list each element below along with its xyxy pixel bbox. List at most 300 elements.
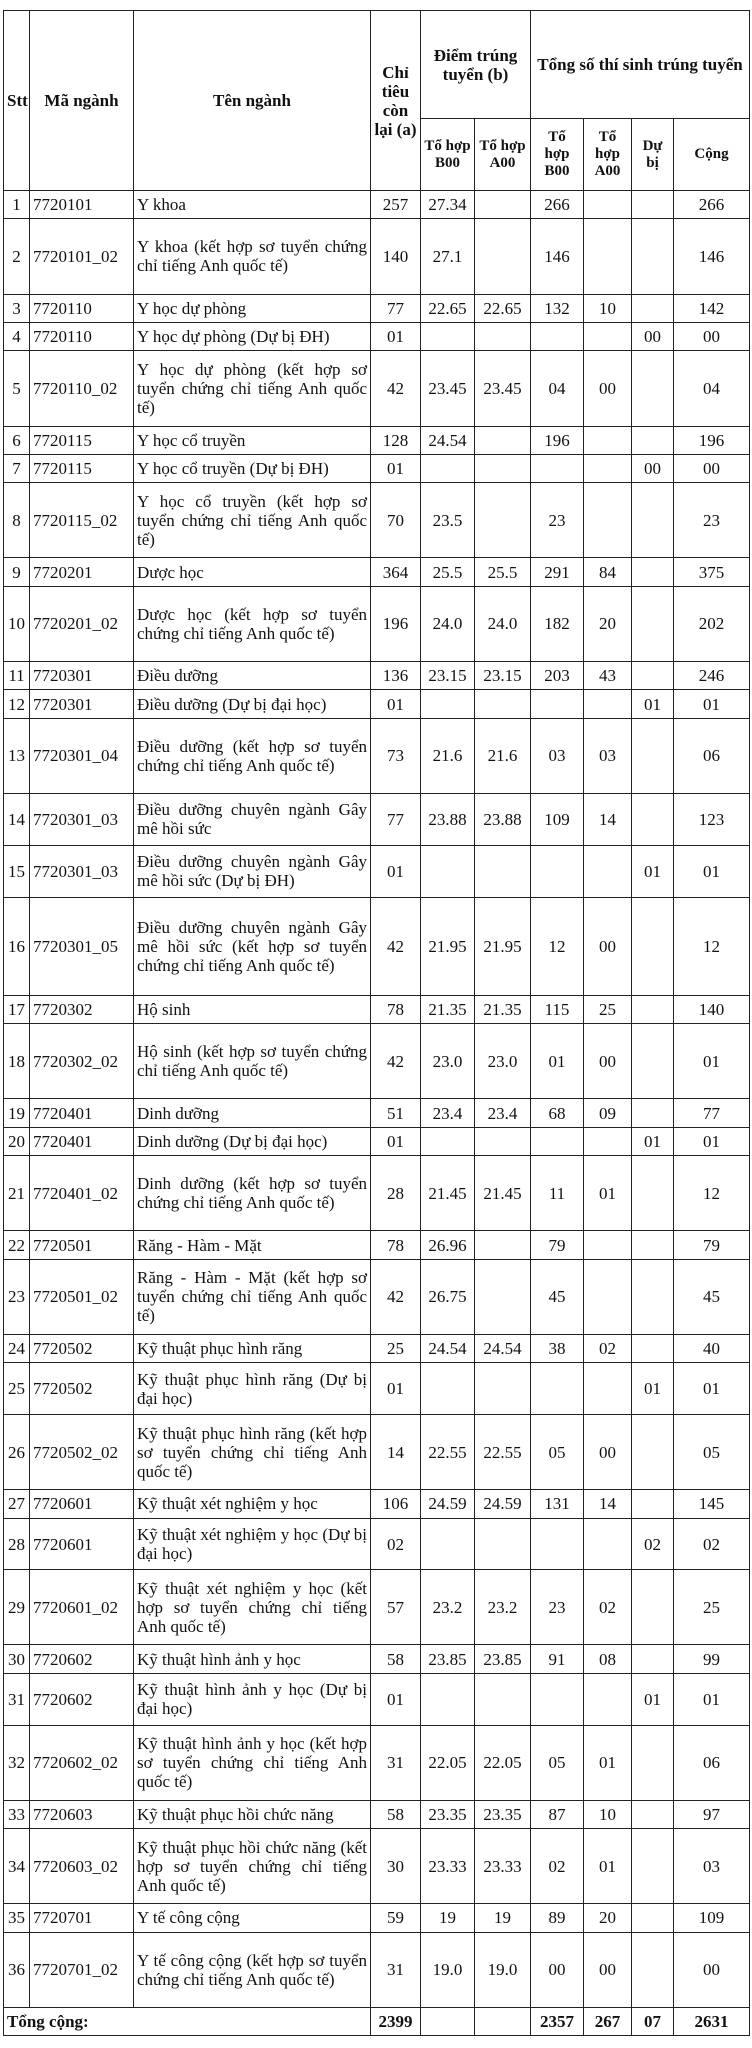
row-count-b00: 91 [531, 1645, 584, 1673]
row-name: Kỹ thuật xét nghiệm y học (Dự bị đại học) [134, 1518, 371, 1570]
row-name: Kỹ thuật phục hình răng (Dự bị đại học) [134, 1363, 371, 1415]
row-sum: 00 [674, 322, 750, 350]
row-score-b00: 21.35 [421, 995, 475, 1023]
row-score-b00: 19.0 [421, 1932, 475, 2007]
row-sum: 01 [674, 1024, 750, 1099]
row-score-b00 [421, 845, 475, 897]
table-row [4, 1156, 750, 1231]
row-quota: 01 [371, 690, 421, 718]
row-name: Y học dự phòng [134, 294, 371, 322]
row-count-a00 [584, 1673, 632, 1725]
row-count-a00: 02 [584, 1570, 632, 1645]
row-sum: 06 [674, 1725, 750, 1800]
row-name: Kỹ thuật phục hình răng [134, 1334, 371, 1362]
row-reserve [632, 1099, 674, 1127]
row-count-b00: 266 [531, 191, 584, 219]
row-code: 7720401 [30, 1127, 134, 1155]
row-score-a00: 23.85 [475, 1645, 531, 1673]
row-quota: 42 [371, 897, 421, 995]
row-reserve: 01 [632, 1127, 674, 1155]
row-stt: 30 [4, 1645, 30, 1673]
row-count-b00: 89 [531, 1904, 584, 1932]
row-stt: 33 [4, 1800, 30, 1828]
row-count-b00: 131 [531, 1490, 584, 1518]
row-sum: 146 [674, 219, 750, 294]
row-score-a00 [475, 1231, 531, 1259]
row-name: Dinh dưỡng (Dự bị đại học) [134, 1127, 371, 1155]
row-score-b00: 25.5 [421, 558, 475, 586]
row-reserve: 00 [632, 454, 674, 482]
row-score-a00: 21.45 [475, 1156, 531, 1231]
row-count-a00: 00 [584, 1024, 632, 1099]
row-reserve [632, 897, 674, 995]
table-row [4, 322, 750, 350]
row-stt: 21 [4, 1156, 30, 1231]
row-score-a00: 24.59 [475, 1490, 531, 1518]
row-count-a00: 00 [584, 897, 632, 995]
row-count-b00: 38 [531, 1334, 584, 1362]
table-row [4, 1024, 750, 1099]
row-code: 7720101 [30, 191, 134, 219]
table-row [4, 690, 750, 718]
row-stt: 18 [4, 1024, 30, 1099]
row-score-b00 [421, 1127, 475, 1155]
row-quota: 58 [371, 1800, 421, 1828]
row-code: 7720201_02 [30, 586, 134, 661]
row-count-b00 [531, 322, 584, 350]
row-reserve [632, 1415, 674, 1490]
row-name: Kỹ thuật xét nghiệm y học (kết hợp sơ tuyển chứng chỉ tiếng Anh quốc tế) [134, 1570, 371, 1645]
row-score-a00 [475, 483, 531, 558]
total-count-a00: 267 [584, 2008, 632, 2036]
row-score-b00: 24.59 [421, 1490, 475, 1518]
row-code: 7720502 [30, 1334, 134, 1362]
row-quota: 30 [371, 1829, 421, 1904]
row-count-b00: 03 [531, 718, 584, 793]
total-count-b00: 2357 [531, 2008, 584, 2036]
row-quota: 51 [371, 1099, 421, 1127]
row-stt: 26 [4, 1415, 30, 1490]
row-code: 7720601_02 [30, 1570, 134, 1645]
row-name: Răng - Hàm - Mặt [134, 1231, 371, 1259]
row-reserve [632, 1829, 674, 1904]
row-score-a00 [475, 690, 531, 718]
row-count-a00 [584, 1363, 632, 1415]
table-row [4, 558, 750, 586]
table-row [4, 351, 750, 426]
row-sum: 01 [674, 1127, 750, 1155]
row-name: Y học dự phòng (Dự bị ĐH) [134, 322, 371, 350]
row-quota: 59 [371, 1904, 421, 1932]
row-reserve: 01 [632, 1673, 674, 1725]
row-stt: 28 [4, 1518, 30, 1570]
row-count-a00 [584, 219, 632, 294]
row-stt: 20 [4, 1127, 30, 1155]
row-reserve [632, 1800, 674, 1828]
row-reserve [632, 1024, 674, 1099]
row-name: Y học cổ truyền (kết hợp sơ tuyển chứng chỉ tiếng Anh quốc tế) [134, 483, 371, 558]
row-score-b00: 22.55 [421, 1415, 475, 1490]
row-sum: 196 [674, 426, 750, 454]
row-score-b00 [421, 454, 475, 482]
row-reserve [632, 1259, 674, 1334]
row-code: 7720115 [30, 426, 134, 454]
row-sum: 00 [674, 454, 750, 482]
row-score-a00: 23.15 [475, 662, 531, 690]
table-row [4, 1645, 750, 1673]
row-count-a00 [584, 1259, 632, 1334]
row-count-b00: 132 [531, 294, 584, 322]
row-name: Y tế công cộng (kết hợp sơ tuyển chứng chỉ tiếng Anh quốc tế) [134, 1932, 371, 2007]
row-count-a00: 08 [584, 1645, 632, 1673]
row-name: Điều dưỡng chuyên ngành Gây mê hồi sức (kết hợp sơ tuyển chứng chỉ tiếng Anh quốc tế) [134, 897, 371, 995]
row-code: 7720301_03 [30, 793, 134, 845]
row-score-a00: 23.2 [475, 1570, 531, 1645]
row-score-a00: 23.35 [475, 1800, 531, 1828]
row-quota: 42 [371, 1024, 421, 1099]
header-score-a00: Tổ hợp A00 [475, 119, 531, 191]
row-reserve: 00 [632, 322, 674, 350]
row-quota: 01 [371, 322, 421, 350]
row-count-a00: 25 [584, 995, 632, 1023]
row-count-a00 [584, 483, 632, 558]
row-sum: 246 [674, 662, 750, 690]
row-name: Răng - Hàm - Mặt (kết hợp sơ tuyển chứng chỉ tiếng Anh quốc tế) [134, 1259, 371, 1334]
row-sum: 01 [674, 845, 750, 897]
row-count-b00: 115 [531, 995, 584, 1023]
row-name: Y học dự phòng (kết hợp sơ tuyển chứng chỉ tiếng Anh quốc tế) [134, 351, 371, 426]
row-count-a00 [584, 1231, 632, 1259]
row-sum: 202 [674, 586, 750, 661]
row-name: Kỹ thuật phục hồi chức năng (kết hợp sơ tuyển chứng chỉ tiếng Anh quốc tế) [134, 1829, 371, 1904]
row-score-b00: 24.54 [421, 426, 475, 454]
row-sum: 109 [674, 1904, 750, 1932]
row-score-b00: 23.15 [421, 662, 475, 690]
row-score-a00 [475, 322, 531, 350]
row-name: Kỹ thuật xét nghiệm y học [134, 1490, 371, 1518]
row-count-a00: 20 [584, 1904, 632, 1932]
row-reserve: 01 [632, 1363, 674, 1415]
row-code: 7720115_02 [30, 483, 134, 558]
table-row [4, 1800, 750, 1828]
table-row [4, 1231, 750, 1259]
header-name: Tên ngành [134, 11, 371, 191]
row-reserve [632, 995, 674, 1023]
row-count-b00: 68 [531, 1099, 584, 1127]
row-quota: 31 [371, 1932, 421, 2007]
row-sum: 77 [674, 1099, 750, 1127]
row-score-b00: 19 [421, 1904, 475, 1932]
header-count-b00: Tổ hợp B00 [531, 119, 584, 191]
table-row [4, 1099, 750, 1127]
row-score-a00: 24.54 [475, 1334, 531, 1362]
row-reserve [632, 586, 674, 661]
row-quota: 136 [371, 662, 421, 690]
row-count-a00 [584, 322, 632, 350]
row-sum: 01 [674, 690, 750, 718]
row-score-b00: 26.75 [421, 1259, 475, 1334]
row-count-a00 [584, 454, 632, 482]
table-row [4, 662, 750, 690]
row-code: 7720502 [30, 1363, 134, 1415]
row-score-b00 [421, 322, 475, 350]
table-row [4, 1829, 750, 1904]
row-sum: 145 [674, 1490, 750, 1518]
row-code: 7720502_02 [30, 1415, 134, 1490]
table-row [4, 1334, 750, 1362]
row-stt: 2 [4, 219, 30, 294]
row-score-a00: 21.6 [475, 718, 531, 793]
row-count-b00: 45 [531, 1259, 584, 1334]
row-score-a00: 21.95 [475, 897, 531, 995]
row-count-b00: 01 [531, 1024, 584, 1099]
row-stt: 27 [4, 1490, 30, 1518]
row-score-b00: 27.34 [421, 191, 475, 219]
row-score-a00: 19.0 [475, 1932, 531, 2007]
row-count-a00: 14 [584, 1490, 632, 1518]
row-name: Kỹ thuật hình ảnh y học (Dự bị đại học) [134, 1673, 371, 1725]
row-count-b00 [531, 454, 584, 482]
row-code: 7720302 [30, 995, 134, 1023]
row-sum: 01 [674, 1673, 750, 1725]
row-quota: 01 [371, 845, 421, 897]
row-code: 7720301 [30, 662, 134, 690]
header-row-top [4, 11, 750, 119]
total-row [4, 2008, 750, 2036]
row-count-a00: 02 [584, 1334, 632, 1362]
row-reserve [632, 1570, 674, 1645]
row-count-a00: 01 [584, 1725, 632, 1800]
row-code: 7720110 [30, 322, 134, 350]
total-sum: 2631 [674, 2008, 750, 2036]
table-row [4, 294, 750, 322]
table-row [4, 1363, 750, 1415]
row-quota: 57 [371, 1570, 421, 1645]
row-name: Kỹ thuật hình ảnh y học (kết hợp sơ tuyển chứng chỉ tiếng Anh quốc tế) [134, 1725, 371, 1800]
table-row [4, 483, 750, 558]
row-reserve [632, 793, 674, 845]
total-reserve: 07 [632, 2008, 674, 2036]
row-code: 7720603 [30, 1800, 134, 1828]
row-stt: 34 [4, 1829, 30, 1904]
row-code: 7720601 [30, 1490, 134, 1518]
row-code: 7720701_02 [30, 1932, 134, 2007]
row-sum: 01 [674, 1363, 750, 1415]
row-count-a00: 84 [584, 558, 632, 586]
row-reserve [632, 426, 674, 454]
row-code: 7720115 [30, 454, 134, 482]
row-quota: 78 [371, 1231, 421, 1259]
row-code: 7720301_05 [30, 897, 134, 995]
row-count-b00 [531, 845, 584, 897]
row-code: 7720401_02 [30, 1156, 134, 1231]
row-score-a00 [475, 191, 531, 219]
row-quota: 140 [371, 219, 421, 294]
row-count-b00: 291 [531, 558, 584, 586]
row-code: 7720501 [30, 1231, 134, 1259]
row-name: Điều dưỡng (kết hợp sơ tuyển chứng chỉ tiếng Anh quốc tế) [134, 718, 371, 793]
row-reserve: 01 [632, 690, 674, 718]
row-code: 7720603_02 [30, 1829, 134, 1904]
row-reserve [632, 191, 674, 219]
row-score-a00: 22.05 [475, 1725, 531, 1800]
row-score-b00: 23.5 [421, 483, 475, 558]
row-stt: 9 [4, 558, 30, 586]
table-row [4, 1932, 750, 2007]
row-score-b00 [421, 1518, 475, 1570]
row-count-b00 [531, 1127, 584, 1155]
row-reserve [632, 1932, 674, 2007]
row-reserve [632, 558, 674, 586]
row-quota: 364 [371, 558, 421, 586]
row-sum: 97 [674, 1800, 750, 1828]
row-stt: 14 [4, 793, 30, 845]
row-sum: 375 [674, 558, 750, 586]
row-score-a00: 23.0 [475, 1024, 531, 1099]
row-count-b00: 23 [531, 483, 584, 558]
table-row [4, 1490, 750, 1518]
row-stt: 23 [4, 1259, 30, 1334]
row-score-a00 [475, 426, 531, 454]
row-sum: 12 [674, 1156, 750, 1231]
table-row [4, 1904, 750, 1932]
row-score-b00 [421, 1363, 475, 1415]
row-name: Y tế công cộng [134, 1904, 371, 1932]
row-sum: 45 [674, 1259, 750, 1334]
row-stt: 16 [4, 897, 30, 995]
row-count-b00: 196 [531, 426, 584, 454]
row-quota: 42 [371, 1259, 421, 1334]
row-sum: 05 [674, 1415, 750, 1490]
row-name: Kỹ thuật hình ảnh y học [134, 1645, 371, 1673]
row-score-a00 [475, 1363, 531, 1415]
row-stt: 22 [4, 1231, 30, 1259]
row-sum: 79 [674, 1231, 750, 1259]
row-name: Y khoa (kết hợp sơ tuyển chứng chỉ tiếng Anh quốc tế) [134, 219, 371, 294]
row-name: Kỹ thuật phục hình răng (kết hợp sơ tuyển chứng chỉ tiếng Anh quốc tế) [134, 1415, 371, 1490]
row-stt: 29 [4, 1570, 30, 1645]
header-quota: Chỉ tiêu còn lại (a) [371, 11, 421, 191]
header-sum: Cộng [674, 119, 750, 191]
row-score-a00: 22.55 [475, 1415, 531, 1490]
row-sum: 99 [674, 1645, 750, 1673]
table-row [4, 1415, 750, 1490]
row-sum: 142 [674, 294, 750, 322]
row-code: 7720602_02 [30, 1725, 134, 1800]
row-reserve [632, 662, 674, 690]
row-code: 7720602 [30, 1673, 134, 1725]
row-reserve [632, 351, 674, 426]
row-name: Dinh dưỡng (kết hợp sơ tuyển chứng chỉ tiếng Anh quốc tế) [134, 1156, 371, 1231]
table-row [4, 845, 750, 897]
row-count-b00 [531, 690, 584, 718]
row-quota: 106 [371, 1490, 421, 1518]
row-count-b00: 203 [531, 662, 584, 690]
row-count-a00: 10 [584, 1800, 632, 1828]
row-score-b00: 23.88 [421, 793, 475, 845]
row-stt: 24 [4, 1334, 30, 1362]
row-sum: 04 [674, 351, 750, 426]
row-sum: 123 [674, 793, 750, 845]
row-quota: 42 [371, 351, 421, 426]
row-stt: 5 [4, 351, 30, 426]
table-row [4, 1518, 750, 1570]
row-reserve [632, 718, 674, 793]
row-count-b00: 23 [531, 1570, 584, 1645]
table-row [4, 1570, 750, 1645]
row-score-a00: 23.33 [475, 1829, 531, 1904]
row-quota: 01 [371, 1673, 421, 1725]
row-count-b00: 00 [531, 1932, 584, 2007]
row-score-b00: 23.85 [421, 1645, 475, 1673]
row-sum: 02 [674, 1518, 750, 1570]
table-row [4, 426, 750, 454]
table-row [4, 1259, 750, 1334]
row-stt: 31 [4, 1673, 30, 1725]
row-score-a00 [475, 1127, 531, 1155]
row-score-a00 [475, 219, 531, 294]
header-reserve: Dự bị [632, 119, 674, 191]
row-sum: 03 [674, 1829, 750, 1904]
row-count-a00 [584, 1127, 632, 1155]
row-score-a00: 22.65 [475, 294, 531, 322]
total-score-a00 [475, 2008, 531, 2036]
header-score-b00: Tổ hợp B00 [421, 119, 475, 191]
row-score-a00: 19 [475, 1904, 531, 1932]
row-count-a00: 03 [584, 718, 632, 793]
row-quota: 77 [371, 793, 421, 845]
table-row [4, 897, 750, 995]
row-stt: 35 [4, 1904, 30, 1932]
row-score-a00 [475, 454, 531, 482]
table-row [4, 793, 750, 845]
row-count-a00: 01 [584, 1829, 632, 1904]
header-total-group: Tổng số thí sinh trúng tuyển [531, 11, 750, 119]
row-score-b00: 21.45 [421, 1156, 475, 1231]
row-code: 7720501_02 [30, 1259, 134, 1334]
admission-table [3, 10, 750, 2036]
row-count-b00: 146 [531, 219, 584, 294]
row-reserve [632, 483, 674, 558]
row-stt: 10 [4, 586, 30, 661]
row-score-a00: 23.88 [475, 793, 531, 845]
total-label: Tổng cộng: [4, 2008, 371, 2036]
row-reserve [632, 1645, 674, 1673]
row-stt: 17 [4, 995, 30, 1023]
row-quota: 14 [371, 1415, 421, 1490]
row-sum: 25 [674, 1570, 750, 1645]
row-code: 7720701 [30, 1904, 134, 1932]
row-score-b00: 26.96 [421, 1231, 475, 1259]
row-score-a00: 21.35 [475, 995, 531, 1023]
row-name: Điều dưỡng (Dự bị đại học) [134, 690, 371, 718]
table-row [4, 1673, 750, 1725]
row-score-a00: 23.45 [475, 351, 531, 426]
row-count-a00: 00 [584, 1932, 632, 2007]
row-score-b00: 23.45 [421, 351, 475, 426]
row-quota: 70 [371, 483, 421, 558]
row-count-a00: 20 [584, 586, 632, 661]
row-reserve [632, 294, 674, 322]
row-name: Hộ sinh [134, 995, 371, 1023]
row-sum: 06 [674, 718, 750, 793]
row-quota: 196 [371, 586, 421, 661]
row-quota: 25 [371, 1334, 421, 1362]
row-score-b00 [421, 1673, 475, 1725]
row-stt: 25 [4, 1363, 30, 1415]
row-stt: 36 [4, 1932, 30, 2007]
row-code: 7720110_02 [30, 351, 134, 426]
